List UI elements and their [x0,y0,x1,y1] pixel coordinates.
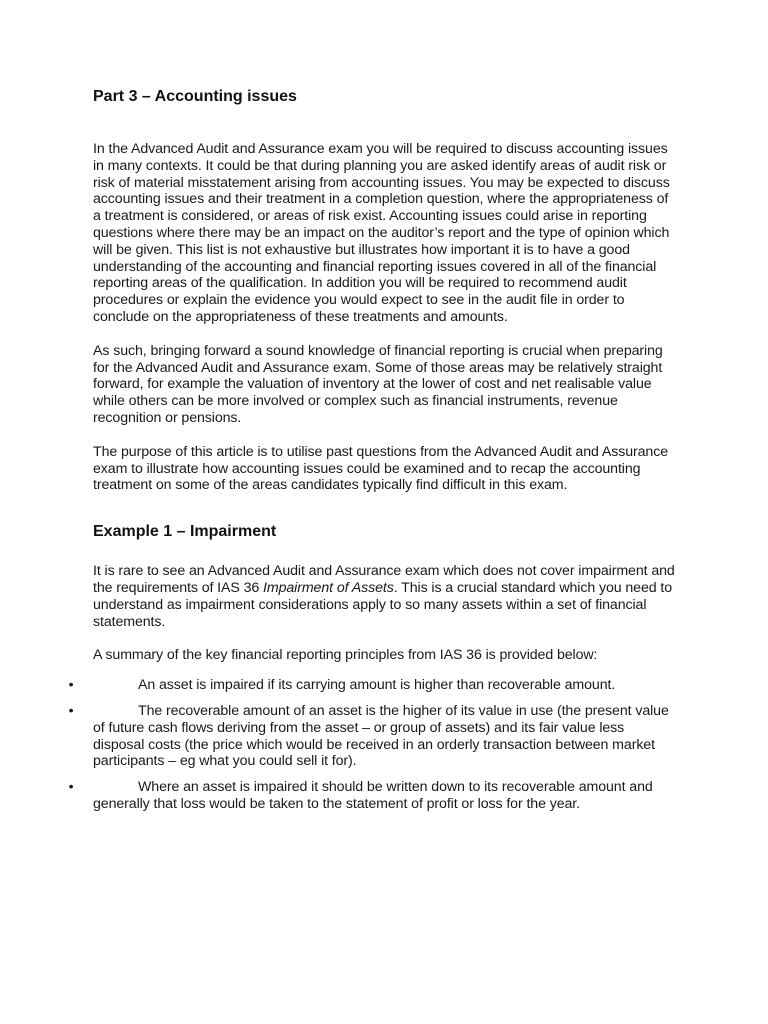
bullet-icon: • [68,702,74,719]
bullet-icon: • [68,779,74,796]
bullet-icon: • [68,677,74,694]
bullet-text: Where an asset is impaired it should be written down to its recoverable amount and generally that loss would be taken to the statement of profit or loss for the year. [93,779,653,812]
list-item [68,779,678,813]
bullet-text: The recoverable amount of an asset is the higher of its value in use (the present value of future cash flows deriving from the asset – or group of assets) and its fair value less disposal costs (the price which would be received in an orderly transaction between market participants – eg what you could sell it for). [93,702,669,770]
bullet-text: An asset is impaired if its carrying amount is higher than recoverable amount. [138,677,616,694]
part3-paragraph-1: In the Advanced Audit and Assurance exam you will be required to discuss accounting issues in many contexts. It could be that during planning you are asked identify areas of audit risk or risk of material misstatement arising from accounting issues. You may be expected to discuss accounting issues and their treatment in a completion question, where the appropriateness of a treatment is considered, or areas of risk exist. Accounting issues could arise in reporting questions where there may be an impact on the auditor’s report and the type of opinion which will be given. This list is not exhaustive but illustrates how important it is to have a good understanding of the accounting and financial reporting issues covered in all of the financial reporting areas of the qualification. In addition you will be required to recommend audit procedures or explain the evidence you would expect to see in the audit file in order to conclude on the appropriateness of these treatments and amounts. [93,141,670,325]
part3-paragraph-3: The purpose of this article is to utilise past questions from the Advanced Audit and Assurance exam to illustrate how accounting issues could be examined and to recap the accounting treatment on some of the areas candidates typically find difficult in this exam. [93,443,668,494]
ias36-standard-title: Impairment of Assets [263,579,394,596]
intro-text-end: . This is a crucial standard which you need to understand as impairment considerations apply to so many assets within a set of financial statements. [93,579,672,630]
document-content [68,86,678,822]
list-item [68,677,678,694]
list-item [68,702,678,770]
principles-bullet-list [68,677,678,813]
intro-text-start: It is rare to see an Advanced Audit and Assurance exam which does not cover impairment and the requirements of IAS 36 [93,563,675,596]
summary-lead-paragraph: A summary of the key financial reporting principles from IAS 36 is provided below: [93,647,598,664]
part3-heading: Part 3 – Accounting issues [93,88,297,105]
example1-intro-paragraph [93,563,678,630]
part3-paragraph-2: As such, bringing forward a sound knowledge of financial reporting is crucial when preparing for the Advanced Audit and Assurance exam. Some of those areas may be relatively straight forward, for example the valuation of inventory at the lower of cost and net realisable value while others can be more involved or complex such as financial instruments, revenue recognition or pensions. [93,342,663,426]
example1-heading: Example 1 – Impairment [93,523,277,541]
